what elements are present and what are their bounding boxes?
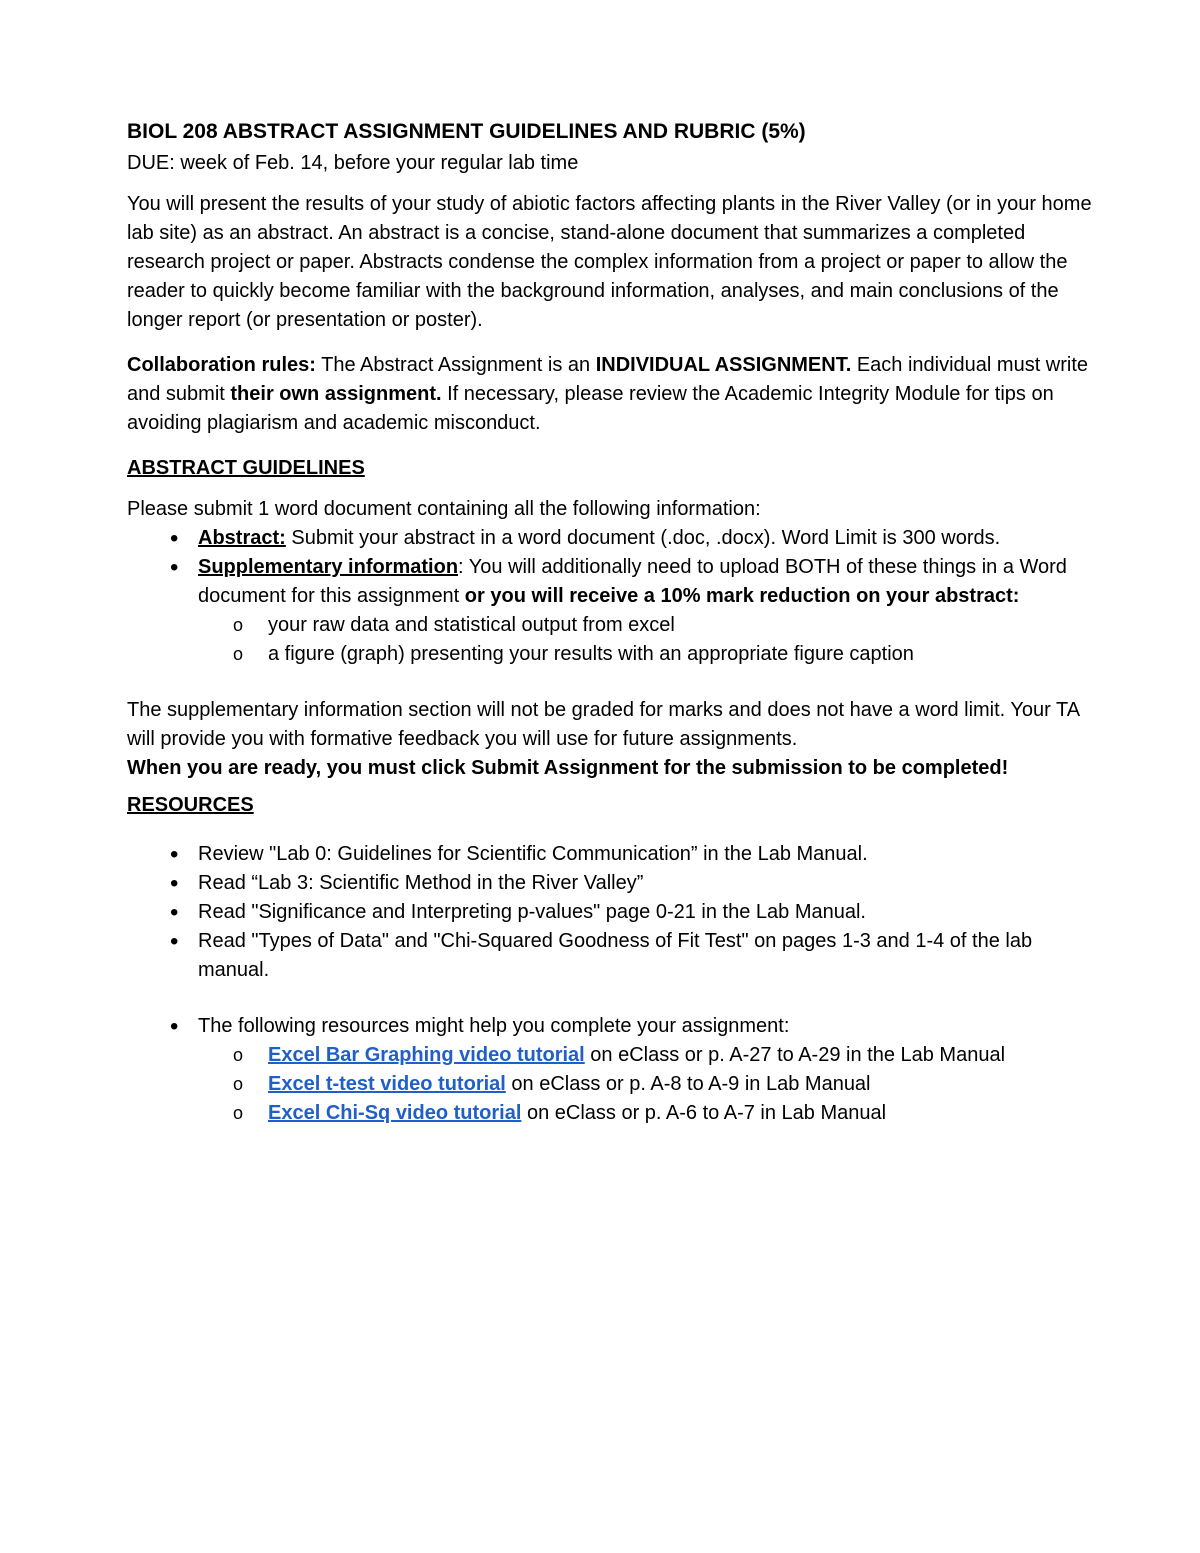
collaboration-paragraph: [127, 351, 1100, 438]
excel-chi-sq-link[interactable]: Excel Chi-Sq video tutorial: [268, 1102, 522, 1124]
abstract-label: Abstract:: [198, 527, 286, 549]
resource-item: • Read “Lab 3: Scientific Method in the River Valley”: [127, 869, 1100, 898]
abstract-text: Submit your abstract in a word document (.doc, .docx). Word Limit is 300 words.: [285, 527, 1001, 549]
supplementary-text: : You will additionally need to upload BOTH of these things in a Word document for this assignment: [198, 556, 1067, 607]
document-title: BIOL 208 ABSTRACT ASSIGNMENT GUIDELINES AND RUBRIC (5%): [127, 120, 806, 143]
abstract-guidelines-heading: ABSTRACT GUIDELINES: [127, 457, 365, 479]
individual-assignment-text: INDIVIDUAL ASSIGNMENT.: [595, 354, 852, 376]
resource-item: • Review "Lab 0: Guidelines for Scientific Communication” in the Lab Manual.: [127, 840, 1100, 869]
collaboration-text-2: Each individual must write and submit: [127, 354, 1089, 405]
guidelines-list: [127, 524, 1100, 669]
link-note: on eClass or p. A-6 to A-7 in Lab Manual: [521, 1102, 887, 1124]
tutorial-link-item: [198, 1070, 1100, 1099]
supplementary-sublist: [198, 611, 1100, 669]
due-date: DUE: week of Feb. 14, before your regular lab time: [127, 152, 579, 174]
collaboration-text-1: The Abstract Assignment is an: [315, 354, 596, 376]
supplementary-note-text: The supplementary information section will not be graded for marks and does not have a word limit. Your TA will provide you with formative feedback you will use for future assignments.: [127, 699, 1079, 750]
supplementary-label: Supplementary information: [198, 556, 459, 578]
supplementary-warning: or you will receive a 10% mark reduction on your abstract:: [464, 585, 1020, 607]
spacer: [127, 985, 1100, 1012]
intro-paragraph: You will present the results of your study of abiotic factors affecting plants in the River Valley (or in your home lab site) as an abstract. An abstract is a concise, stand-alone document that summarizes a completed research project or paper. Abstracts condense the complex information from a project or paper to allow the reader to quickly become familiar with the background information, analyses, and main conclusions of the longer report (or presentation or poster).: [127, 193, 1092, 331]
resource-item-following: [127, 1012, 1100, 1128]
excel-t-test-link[interactable]: Excel t-test video tutorial: [268, 1073, 506, 1095]
list-item-supplementary: [127, 553, 1100, 669]
collaboration-text-3: If necessary, please review the Academic Integrity Module for tips on avoiding plagiarism and academic misconduct.: [127, 383, 1054, 434]
tutorial-link-item: [198, 1099, 1100, 1128]
submit-note: When you are ready, you must click Submit Assignment for the submission to be completed!: [127, 757, 1009, 779]
tutorial-links-list: [198, 1041, 1100, 1128]
supplementary-note: [127, 696, 1100, 783]
resources-list-2: [127, 1012, 1100, 1128]
own-assignment-text: their own assignment.: [230, 383, 442, 405]
following-text: The following resources might help you complete your assignment:: [198, 1015, 790, 1037]
sub-item: o your raw data and statistical output from excel: [198, 611, 1100, 640]
guidelines-lead: Please submit 1 word document containing all the following information:: [127, 498, 761, 520]
resources-list: [127, 840, 1100, 985]
collaboration-label: Collaboration rules:: [127, 354, 316, 376]
sub-item: o a figure (graph) presenting your results with an appropriate figure caption: [198, 640, 1100, 669]
list-item-abstract: [127, 524, 1100, 553]
link-note: on eClass or p. A-27 to A-29 in the Lab Manual: [584, 1044, 1006, 1066]
excel-bar-graphing-link[interactable]: Excel Bar Graphing video tutorial: [268, 1044, 585, 1066]
link-note: on eClass or p. A-8 to A-9 in Lab Manual: [505, 1073, 871, 1095]
resource-item: • Read "Significance and Interpreting p-values" page 0-21 in the Lab Manual.: [127, 898, 1100, 927]
tutorial-link-item: [198, 1041, 1100, 1070]
resources-heading: RESOURCES: [127, 794, 254, 816]
resource-item: • Read "Types of Data" and "Chi-Squared Goodness of Fit Test" on pages 1-3 and 1-4 of the lab manual.: [127, 927, 1100, 985]
